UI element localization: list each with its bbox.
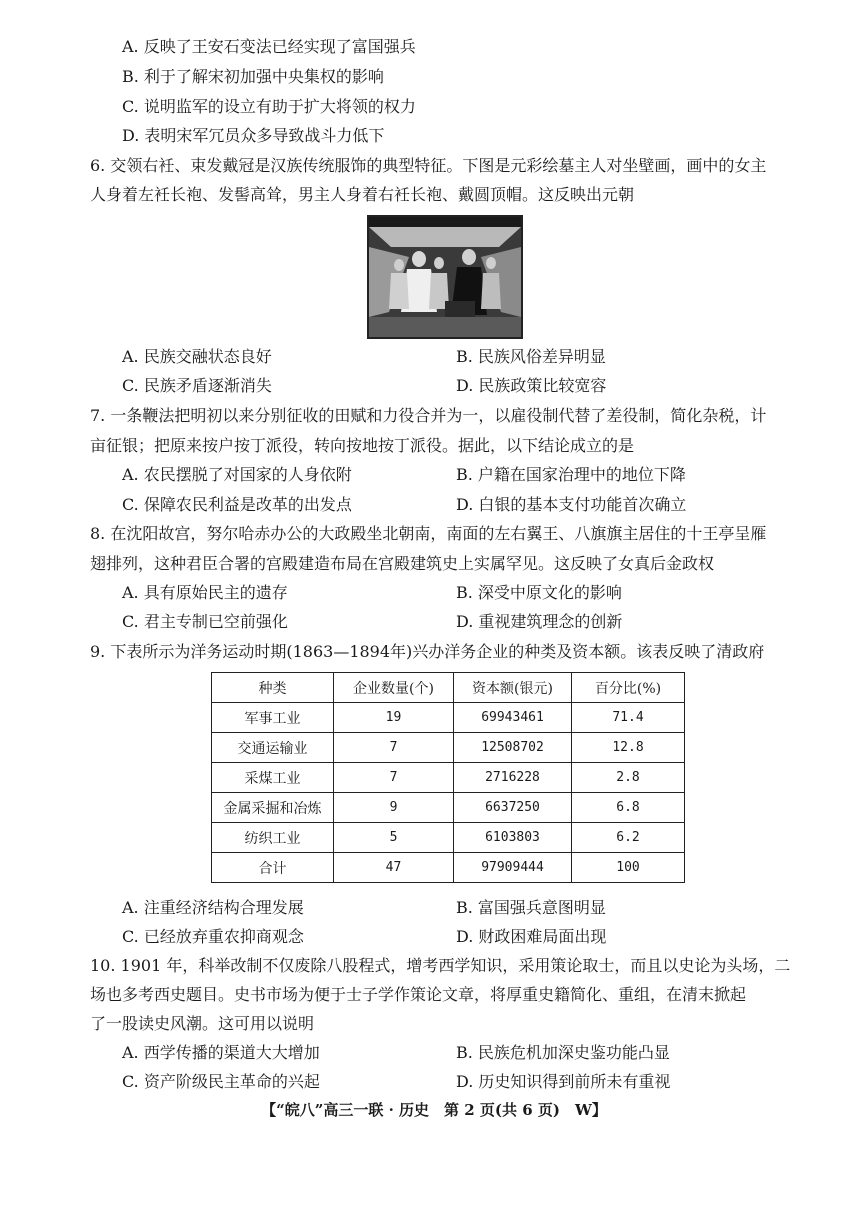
q10-option-d: D. 历史知识得到前所未有重视: [456, 1072, 671, 1091]
enterprise-table: [211, 672, 685, 883]
q9-option-b: B. 富国强兵意图明显: [456, 898, 606, 917]
table-cell: 金属采掘和冶炼: [212, 793, 334, 823]
q10-stem-line1: 10. 1901 年，科举改制不仅废除八股程式，增考西学知识，采用策论取士，而且以史论为头场，二: [90, 956, 791, 975]
q7-option-c: C. 保障农民利益是改革的出发点: [122, 495, 352, 514]
table-cell: 纺织工业: [212, 823, 334, 853]
table-header: 资本额(银元): [454, 673, 572, 703]
q10-option-a: A. 西学传播的渠道大大增加: [122, 1043, 320, 1062]
q6-stem-line1: 6. 交领右衽、束发戴冠是汉族传统服饰的典型特征。下图是元彩绘墓主人对坐壁画，画中的女主: [90, 156, 767, 175]
q8-stem-line2: 翅排列，这种君臣合署的宫殿建造布局在宫殿建筑史上实属罕见。这反映了女真后金政权: [90, 554, 715, 573]
q6-option-c: C. 民族矛盾逐渐消失: [122, 376, 272, 395]
q6-option-a: A. 民族交融状态良好: [122, 347, 272, 366]
q8-option-a: A. 具有原始民主的遗存: [122, 583, 288, 602]
q10-option-c: C. 资产阶级民主革命的兴起: [122, 1072, 320, 1091]
table-cell: 6103803: [454, 823, 572, 853]
table-cell: 5: [334, 823, 454, 853]
table-cell: 7: [334, 733, 454, 763]
table-cell: 7: [334, 763, 454, 793]
table-cell: 100: [572, 853, 685, 883]
mural-image: [367, 215, 523, 339]
q7-stem-line1: 7. 一条鞭法把明初以来分别征收的田赋和力役合并为一，以雇役制代替了差役制，简化杂税，计: [90, 406, 767, 425]
table-row: [212, 853, 685, 883]
table-header: 百分比(%): [572, 673, 685, 703]
table-cell: 6.8: [572, 793, 685, 823]
q9-option-c: C. 已经放弃重农抑商观念: [122, 927, 304, 946]
table-cell: 71.4: [572, 703, 685, 733]
q8-option-c: C. 君主专制已空前强化: [122, 612, 288, 631]
q7-stem-line2: 亩征银；把原来按户按丁派役，转向按地按丁派役。据此，以下结论成立的是: [90, 436, 635, 455]
table-cell: 6637250: [454, 793, 572, 823]
q6-option-d: D. 民族政策比较宽容: [456, 376, 607, 395]
table-cell: 19: [334, 703, 454, 733]
table-cell: 合计: [212, 853, 334, 883]
q5-option-c: C. 说明监军的设立有助于扩大将领的权力: [122, 97, 416, 116]
q6-option-b: B. 民族风俗差异明显: [456, 347, 606, 366]
table-header-row: [212, 673, 685, 703]
table-row: [212, 733, 685, 763]
table-cell: 12.8: [572, 733, 685, 763]
table-cell: 9: [334, 793, 454, 823]
table-cell: 47: [334, 853, 454, 883]
table-row: [212, 703, 685, 733]
q5-option-b: B. 利于了解宋初加强中央集权的影响: [122, 67, 384, 86]
q10-stem-line3: 了一股读史风潮。这可用以说明: [90, 1014, 315, 1033]
q9-option-a: A. 注重经济结构合理发展: [122, 898, 304, 917]
q7-option-d: D. 白银的基本支付功能首次确立: [456, 495, 687, 514]
q9-stem: 9. 下表所示为洋务运动时期(1863—1894年)兴办洋务企业的种类及资本额。该表反映了清政府: [90, 642, 765, 661]
table-header: 种类: [212, 673, 334, 703]
table-cell: 采煤工业: [212, 763, 334, 793]
q9-option-d: D. 财政困难局面出现: [456, 927, 607, 946]
q10-option-b: B. 民族危机加深史鉴功能凸显: [456, 1043, 670, 1062]
q7-option-a: A. 农民摆脱了对国家的人身依附: [122, 465, 352, 484]
q6-stem-line2: 人身着左衽长袍、发髻高耸，男主人身着右衽长袍、戴圆顶帽。这反映出元朝: [90, 185, 635, 204]
table-cell: 69943461: [454, 703, 572, 733]
q8-option-d: D. 重视建筑理念的创新: [456, 612, 623, 631]
table-cell: 交通运输业: [212, 733, 334, 763]
table-row: [212, 823, 685, 853]
q7-option-b: B. 户籍在国家治理中的地位下降: [456, 465, 686, 484]
q8-stem-line1: 8. 在沈阳故宫，努尔哈赤办公的大政殿坐北朝南，南面的左右翼王、八旗旗主居住的十王亭呈雁: [90, 524, 767, 543]
q5-option-a: A. 反映了王安石变法已经实现了富国强兵: [122, 37, 416, 56]
table-cell: 2.8: [572, 763, 685, 793]
table-cell: 12508702: [454, 733, 572, 763]
table-cell: 军事工业: [212, 703, 334, 733]
q5-option-d: D. 表明宋军冗员众多导致战斗力低下: [122, 126, 385, 145]
mural-illustration: [369, 217, 521, 337]
table-row: [212, 763, 685, 793]
table-cell: 2716228: [454, 763, 572, 793]
table-row: [212, 793, 685, 823]
page-footer: 【“皖八”高三一联 · 历史 第 2 页(共 6 页) W】: [261, 1101, 607, 1119]
table-cell: 97909444: [454, 853, 572, 883]
table-cell: 6.2: [572, 823, 685, 853]
q8-option-b: B. 深受中原文化的影响: [456, 583, 622, 602]
table-header: 企业数量(个): [334, 673, 454, 703]
q10-stem-line2: 场也多考西史题目。史书市场为便于士子学作策论文章，将厚重史籍简化、重组，在清末掀起: [90, 985, 747, 1004]
